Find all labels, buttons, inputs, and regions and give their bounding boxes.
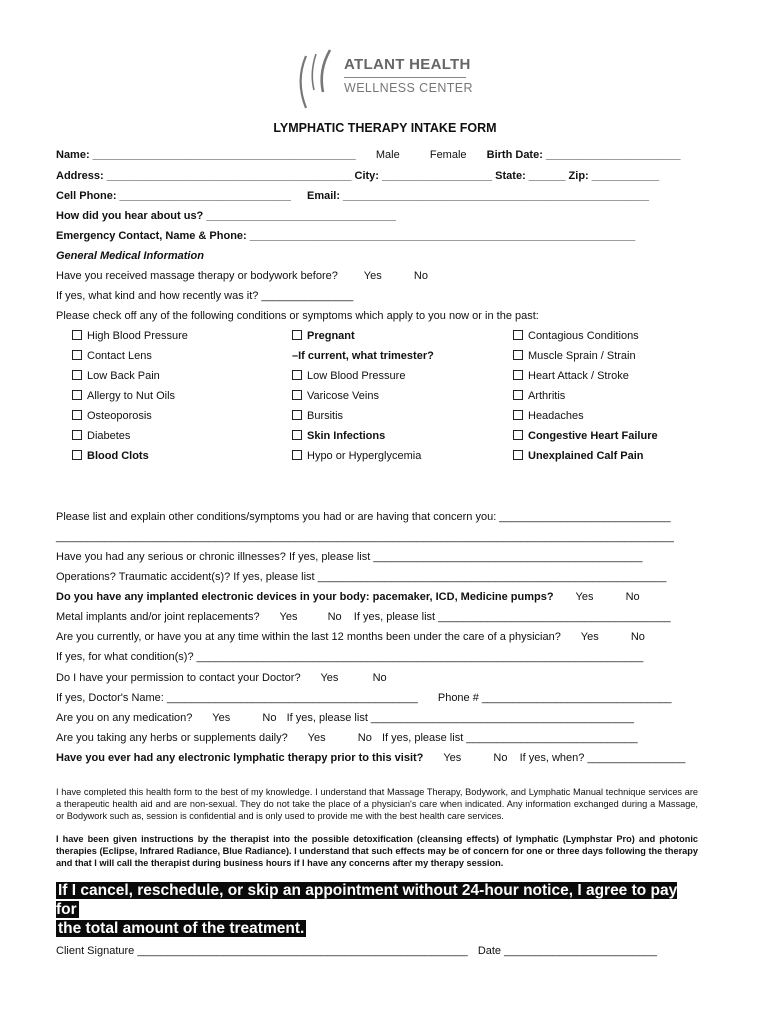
- condition-field[interactable]: If yes, for what condition(s)? _________________________________________________________________________: [56, 651, 644, 663]
- implanted-question: Do you have any implanted electronic devices in your body: pacemaker, ICD, Medicine pumps?: [56, 591, 554, 603]
- checkbox[interactable]: [72, 410, 82, 420]
- emergency-contact-field[interactable]: Emergency Contact, Name & Phone: _______________________________________________________________: [56, 230, 636, 242]
- massage-question-row: [56, 269, 428, 283]
- checkbox[interactable]: [292, 390, 302, 400]
- medication-row: [56, 711, 634, 725]
- metal-list-field[interactable]: If yes, please list ______________________________________: [353, 611, 671, 623]
- condition-item[interactable]: Blood Clots: [72, 449, 149, 463]
- permission-yes[interactable]: Yes: [320, 672, 339, 684]
- name-field[interactable]: Name: ___________________________________________: [56, 149, 356, 161]
- condition-item[interactable]: Allergy to Nut Oils: [72, 389, 175, 403]
- condition-item-pregnant[interactable]: Pregnant: [292, 329, 355, 343]
- doctor-row: [56, 691, 672, 705]
- checkbox[interactable]: [292, 370, 302, 380]
- doctor-phone-field[interactable]: Phone # _______________________________: [437, 692, 672, 704]
- condition-item[interactable]: Bursitis: [292, 409, 343, 423]
- condition-item[interactable]: Headaches: [513, 409, 584, 423]
- massage-no[interactable]: No: [413, 270, 428, 282]
- implanted-no[interactable]: No: [625, 591, 640, 603]
- email-field[interactable]: Email: __________________________________________________: [306, 190, 649, 202]
- lymphatic-when-field[interactable]: If yes, when? ________________: [519, 752, 686, 764]
- physician-yes[interactable]: Yes: [580, 631, 599, 643]
- checkbox[interactable]: [513, 450, 523, 460]
- birth-date-field[interactable]: Birth Date: ______________________: [486, 149, 681, 161]
- logo-line1: ATLANT HEALTH: [344, 56, 471, 73]
- contact-row: [56, 189, 649, 203]
- implanted-yes[interactable]: Yes: [575, 591, 594, 603]
- address-field[interactable]: Address: ________________________________________ City: __________________ State: ______ Zip: ___________: [56, 170, 660, 182]
- checkbox[interactable]: [513, 370, 523, 380]
- checkbox[interactable]: [72, 330, 82, 340]
- physician-question: Are you currently, or have you at any time within the last 12 months been under the care of a physician?: [56, 631, 561, 643]
- condition-item[interactable]: Osteoporosis: [72, 409, 152, 423]
- massage-kind-field[interactable]: If yes, what kind and how recently was it? _______________: [56, 290, 354, 302]
- atlant-health-logo: [296, 48, 486, 114]
- other-conditions-field[interactable]: Please list and explain other conditions/symptoms you had or are having that concern you: ____________________________: [56, 511, 671, 523]
- condition-item[interactable]: Unexplained Calf Pain: [513, 449, 644, 463]
- form-title: LYMPHATIC THERAPY INTAKE FORM: [273, 121, 497, 135]
- consent-paragraph: I have completed this health form to the best of my knowledge. I understand that Massage Therapy, Bodywork, and Lymphatic Manual technique services are a therapeutic health aid and are non-sexual. They do not take the place of a physician's care when indicated. Any information exchanged during a Massage, or Bodywork such as, session is confidential and is only used to provide me with the best health care services.: [56, 787, 698, 821]
- metal-question: Metal implants and/or joint replacements?: [56, 611, 260, 623]
- female-option[interactable]: Female: [429, 149, 467, 161]
- logo-rule: [344, 77, 466, 78]
- medication-list-field[interactable]: If yes, please list ___________________________________________: [286, 712, 634, 724]
- signature-row: [56, 944, 657, 958]
- condition-item[interactable]: Congestive Heart Failure: [513, 429, 658, 443]
- herbs-no[interactable]: No: [357, 732, 372, 744]
- checkbox[interactable]: [513, 430, 523, 440]
- checkbox[interactable]: [513, 410, 523, 420]
- checkbox[interactable]: [72, 370, 82, 380]
- lymphatic-no[interactable]: No: [493, 752, 508, 764]
- herbs-row: [56, 731, 638, 745]
- checkbox[interactable]: [513, 390, 523, 400]
- metal-no[interactable]: No: [327, 611, 342, 623]
- physician-no[interactable]: No: [630, 631, 645, 643]
- permission-question: Do I have your permission to contact your Doctor?: [56, 672, 301, 684]
- checkbox[interactable]: [72, 450, 82, 460]
- condition-item[interactable]: Varicose Veins: [292, 389, 379, 403]
- physician-row: [56, 630, 645, 644]
- cancellation-policy-banner: [56, 881, 702, 938]
- medication-question: Are you on any medication?: [56, 712, 193, 724]
- checkbox[interactable]: [72, 390, 82, 400]
- lymphatic-yes[interactable]: Yes: [443, 752, 462, 764]
- logo-line2: WELLNESS CENTER: [344, 81, 473, 95]
- herbs-list-field[interactable]: If yes, please list ____________________________: [381, 732, 638, 744]
- lymphatic-prior-question: Have you ever had any electronic lymphatic therapy prior to this visit?: [56, 752, 424, 764]
- permission-no[interactable]: No: [372, 672, 387, 684]
- hear-about-field[interactable]: How did you hear about us? _______________________________: [56, 210, 396, 222]
- banner-line2: the total amount of the treatment.: [58, 920, 305, 937]
- other-conditions-line[interactable]: _____________________________________________________________________________________________________: [56, 531, 674, 543]
- general-medical-heading: General Medical Information: [56, 250, 204, 262]
- condition-item[interactable]: Low Blood Pressure: [292, 369, 405, 383]
- male-option[interactable]: Male: [375, 149, 400, 161]
- permission-row: [56, 671, 387, 685]
- checkbox[interactable]: [513, 330, 523, 340]
- condition-item[interactable]: Contagious Conditions: [513, 329, 639, 343]
- date-field[interactable]: Date _________________________: [477, 945, 658, 957]
- checkbox[interactable]: [292, 410, 302, 420]
- logo-swoosh-icon: [296, 48, 340, 114]
- doctor-name-field[interactable]: If yes, Doctor's Name: _________________________________________: [56, 692, 418, 704]
- client-signature-field[interactable]: Client Signature ______________________________________________________: [56, 945, 468, 957]
- checkbox[interactable]: [513, 350, 523, 360]
- medication-no[interactable]: No: [262, 712, 277, 724]
- checkbox[interactable]: [72, 350, 82, 360]
- condition-item[interactable]: Heart Attack / Stroke: [513, 369, 629, 383]
- herbs-question: Are you taking any herbs or supplements daily?: [56, 732, 288, 744]
- condition-item[interactable]: Contact Lens: [72, 349, 152, 363]
- name-row: [56, 148, 681, 162]
- cell-phone-field[interactable]: Cell Phone: ____________________________: [56, 190, 291, 202]
- operations-field[interactable]: Operations? Traumatic accident(s)? If yes, please list _________________________________________________________: [56, 571, 667, 583]
- massage-question: Have you received massage therapy or bodywork before?: [56, 270, 338, 282]
- condition-item[interactable]: Skin Infections: [292, 429, 385, 443]
- metal-implants-row: [56, 610, 671, 624]
- condition-item[interactable]: Hypo or Hyperglycemia: [292, 449, 421, 463]
- condition-item[interactable]: Muscle Sprain / Strain: [513, 349, 636, 363]
- checkbox[interactable]: [292, 330, 302, 340]
- detox-paragraph: I have been given instructions by the therapist into the possible detoxification (cleansing effects) of lymphatic (Lymphstar Pro) and photonic therapies (Eclipse, Infrared Radiance, Blue Radiance). I understand that such effects may be of concern for one or three days following the therapy and that I will call the therapist during business hours if I have any concerns after my therapy session.: [56, 834, 698, 868]
- trimester-question[interactable]: –If current, what trimester?: [292, 350, 434, 362]
- herbs-yes[interactable]: Yes: [307, 732, 326, 744]
- implanted-devices-row: [56, 590, 640, 604]
- condition-item[interactable]: Arthritis: [513, 389, 565, 403]
- condition-item[interactable]: Diabetes: [72, 429, 130, 443]
- metal-yes[interactable]: Yes: [279, 611, 298, 623]
- medication-yes[interactable]: Yes: [212, 712, 231, 724]
- check-conditions-instruction: Please check off any of the following conditions or symptoms which apply to you now or in the past:: [56, 310, 539, 322]
- condition-item[interactable]: High Blood Pressure: [72, 329, 188, 343]
- checkbox[interactable]: [72, 430, 82, 440]
- banner-line1: If I cancel, reschedule, or skip an appointment without 24-hour notice, I agree to pay for: [56, 882, 678, 918]
- checkbox[interactable]: [292, 450, 302, 460]
- checkbox[interactable]: [292, 430, 302, 440]
- lymphatic-prior-row: [56, 751, 685, 765]
- condition-item[interactable]: Low Back Pain: [72, 369, 160, 383]
- massage-yes[interactable]: Yes: [363, 270, 382, 282]
- illnesses-field[interactable]: Have you had any serious or chronic illnesses? If yes, please list ____________________________________________: [56, 551, 643, 563]
